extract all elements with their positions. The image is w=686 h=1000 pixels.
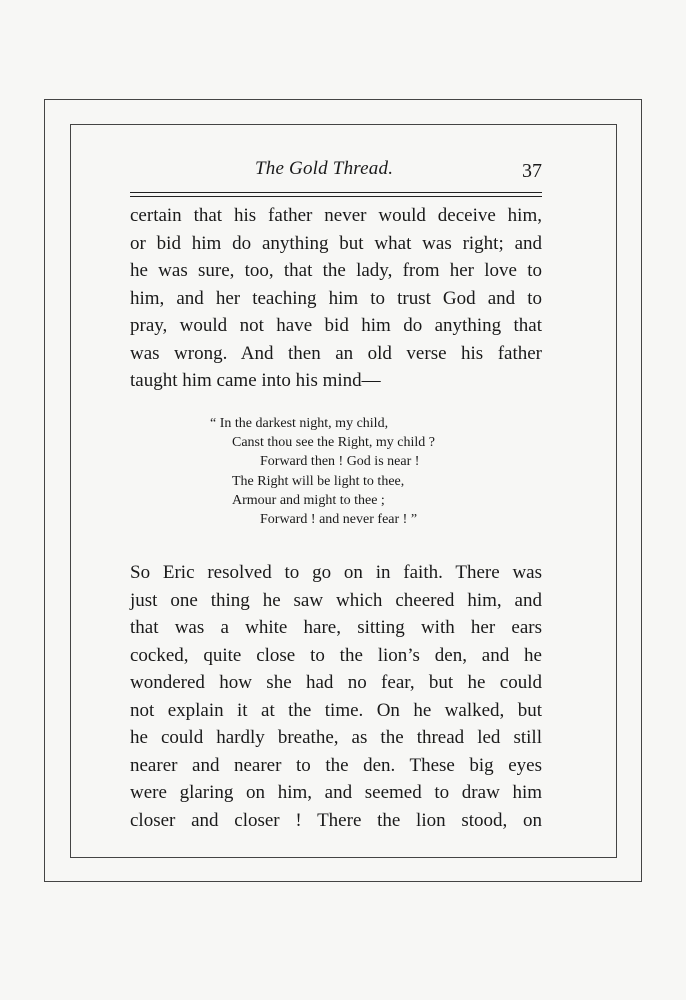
header-rule-second [130,196,542,197]
page-number: 37 [522,160,542,182]
text-line: So Eric resolved to go on in faith. There was [130,562,542,583]
verse-line: The Right will be light to thee, [232,473,405,489]
text-line: taught him came into his mind— [130,370,381,391]
verse-line: Forward then ! God is near ! [260,454,420,470]
text-line: he was sure, too, that the lady, from her love to [130,260,542,281]
text-line: or bid him do anything but what was right; and [130,232,542,254]
text-line: he could hardly breathe, as the thread led still [130,727,542,748]
text-line: just one thing he saw which cheered him, and [130,589,542,611]
text-line: that was a white hare, sitting with her ears [130,617,542,638]
header-rule [130,192,542,193]
text-line: were glaring on him, and seemed to draw him [130,782,542,803]
text-line: was wrong. And then an old verse his father [130,342,542,364]
verse-line: Armour and might to thee ; [232,492,385,508]
text-line: wondered how she had no fear, but he could [130,672,542,693]
text-line: cocked, quite close to the lion’s den, and he [130,644,542,666]
running-title: The Gold Thread. [255,158,394,179]
paragraph-2 [130,559,542,834]
text-line: pray, would not have bid him do anything that [130,315,542,336]
paragraph-1 [130,202,542,395]
text-line: closer and closer ! There the lion stood, on [130,809,542,831]
verse-block [210,414,510,529]
verse-line: Canst thou see the Right, my child ? [232,435,435,451]
text-line: nearer and nearer to the den. These big eyes [130,754,542,776]
verse-line: “ In the darkest night, my child, [210,416,389,431]
text-line: certain that his father never would deceive him, [130,205,542,226]
text-line: not explain it at the time. On he walked, but [130,699,542,721]
verse-line: Forward ! and never fear ! ” [260,512,418,528]
running-head [130,158,542,186]
text-line: him, and her teaching him to trust God and to [130,287,542,309]
